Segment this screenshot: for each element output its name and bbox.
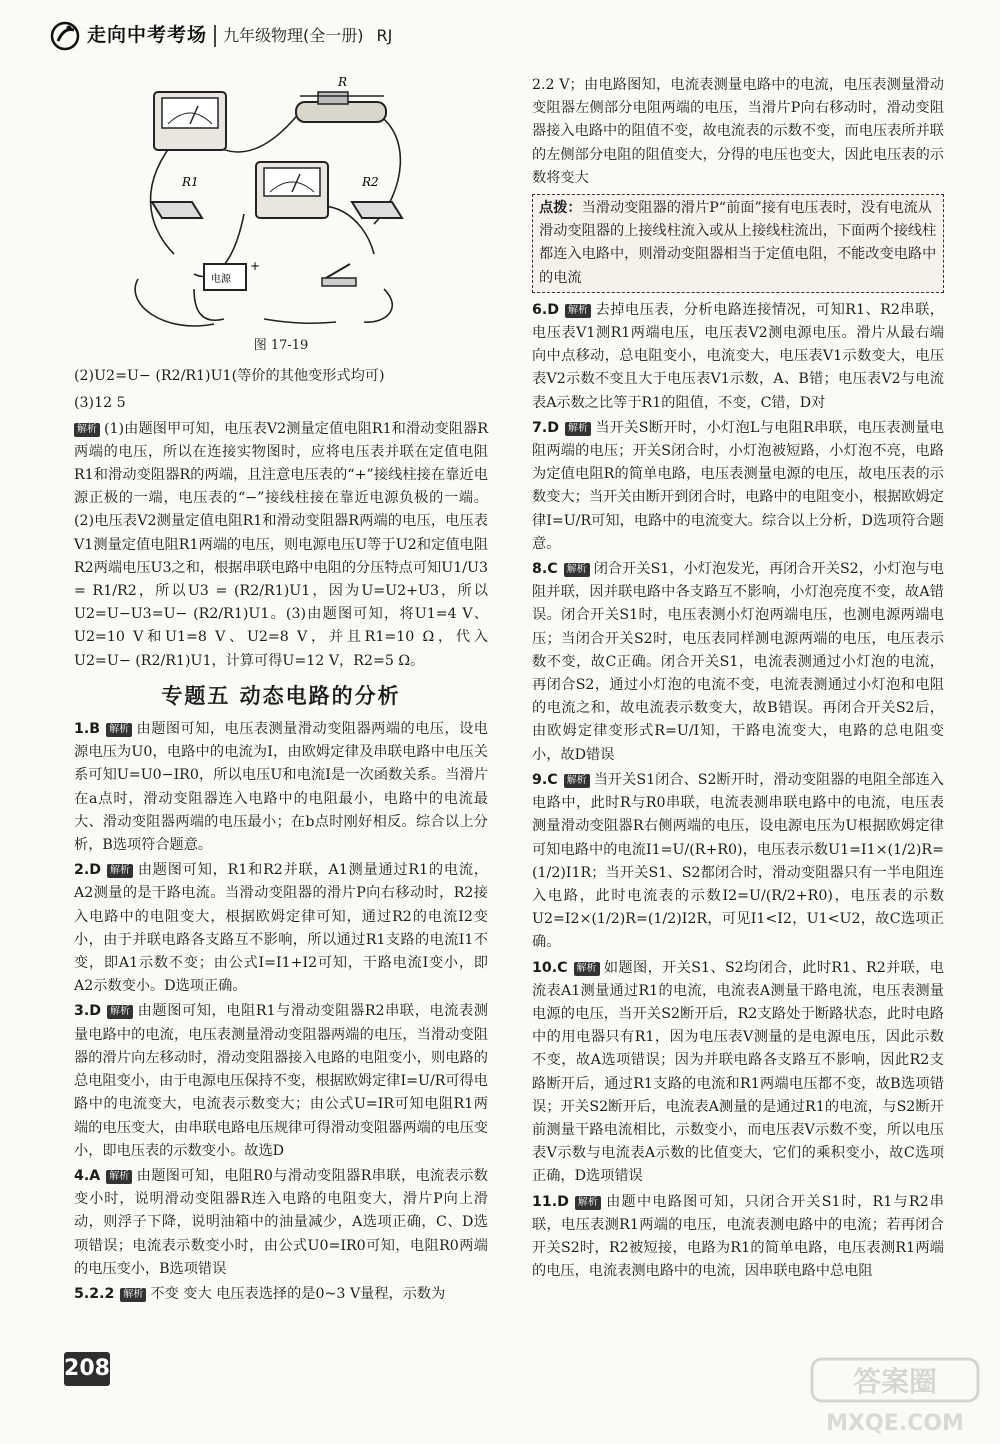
analysis-tag: 解析 (106, 723, 132, 737)
analysis-tag: 解析 (565, 304, 591, 318)
answer-item-11 (532, 1191, 944, 1284)
item-number: 2.D (74, 862, 102, 879)
item-text: 由题图可知，R1和R2并联，A1测量通过R1的电流，A2测量的是干路电流。当滑动变阻器的滑片P向右移动时，R2接入电路中的电阻变大，根据欧姆定律可知，通过R2的电流I2变小，由于并联电路各支路互不影响，所以通过R1支路的电流I1不变，即A1示数不变；由公式I=I1+I2可知，干路电流I变小，即A2示数变小。D选项正确。 (74, 862, 488, 995)
tip-text: 当滑动变阻器的滑片P“前面”接有电压表时，没有电流从滑动变阻器的上接线柱流入或从上接线柱流出，下面两个接线柱都连入电路中，则滑动变阻器相当于定值电阻，不能改变电路中的电流 (539, 200, 937, 286)
item-text: 当开关S断开时，小灯泡L与电阻R串联，电压表测量电阻两端的电压；开关S闭合时，小灯泡被短路，小灯泡不亮，电路为定值电阻R的简单电路，电压表测量电源的电压，故电压表的示数变大；当开关由断开到闭合时，电路中的电阻变小，根据欧姆定律I=U/R可知，电路中的电流变大。综合以上分析，D选项符合题意。 (532, 419, 944, 552)
item-number: 9.C (532, 771, 558, 788)
circuit-figure (74, 74, 488, 336)
item-number: 4.A (74, 1167, 101, 1184)
voltmeter-left-icon (154, 92, 226, 150)
analysis-tag: 解析 (107, 864, 133, 878)
item-number: 6.D (532, 301, 560, 318)
analysis-tag: 解析 (107, 1005, 133, 1019)
analysis-tag: 解析 (575, 1196, 601, 1210)
analysis-tag: 解析 (574, 962, 600, 976)
item-5-continued: 2.2 V；由电路图知，电流表测量电路中的电流，电压表测量滑动变阻器左侧部分电阻两端的电压，当滑片P向右移动时，滑动变阻器接入电路中的阻值不变，故电流表的示数不变，而电压表所并联的左侧部分电阻的阻值变大，分得的电压也变大，因此电压表的示数将变大 (532, 77, 944, 186)
analysis-tag: 解析 (565, 422, 591, 436)
section-title: 专题五 动态电路的分析 (161, 683, 401, 708)
item-number: 10.C (532, 959, 568, 976)
item-text: 由题中电路图可知，只闭合开关S1时，R1与R2串联，电压表测R1两端的电压，电流表测电路中的电流；若再闭合开关S2时，R2被短接，电路为R1的简单电路，电压表测R1两端的电压，电流表测电路中的电流，因串联电路中总电阻 (532, 1193, 944, 1280)
answer-item-2 (74, 859, 488, 998)
tip-box (532, 194, 944, 293)
answer-item-10 (532, 957, 944, 1189)
right-column (532, 74, 944, 1285)
answer-part-3: (3)12 5 (74, 395, 126, 412)
book-subtitle: 九年级物理(全一册) (223, 26, 364, 46)
answer-item-5 (74, 1283, 488, 1306)
answer-item-3 (74, 1000, 488, 1162)
item-text: 由题图可知，电阻R1与滑动变阻器R2串联，电流表测量电路中的电流，电压表测量滑动变阻器两端的电压，当滑动变阻器的滑片向左移动时，滑动变阻器接入电路的电阻变小，则电路的总电阻变小，由于电源电压保持不变，根据欧姆定律I=U/R可得电路中的电流变大，电流表示数变大；由公式U=IR可知电阻R1两端的电压变大，由串联电路电压规律可得滑动变阻器两端的电压变小，即电压表的示数变小。故选D (74, 1003, 488, 1159)
item-text: 不变 变大 电压表选择的是0~3 V量程，示数为 (150, 1285, 446, 1302)
analysis-tag: 解析 (564, 563, 590, 577)
rheostat-label: R (338, 75, 348, 89)
item-text: 由题图可知，电压表测量滑动变阻器两端的电压，设电源电压为U0，电路中的电流为I，由欧姆定律及串联电路中电压关系可知U=U0−IR0，所以电压U和电流I是一次函数关系。当滑片在a点时，滑动变阻器连入电路中的电阻最小，电路中的电流最大、滑动变阻器两端的电压最小；在b点时刚好相反。综合以上分析，B选项符合题意。 (74, 721, 488, 854)
left-column (74, 74, 488, 1308)
runner-logo-icon (50, 21, 80, 51)
item-number: 1.B (74, 721, 101, 738)
watermark-url: MXQE.COM (826, 1410, 964, 1436)
answer-item-8 (532, 558, 944, 767)
figure-caption: 图 17-19 (253, 338, 309, 353)
analysis-tag: 解析 (106, 1170, 132, 1184)
voltmeter-middle-icon (256, 162, 328, 218)
item-text: 如题图，开关S1、S2均闭合，此时R1、R2并联，电流表A1测量通过R1的电流，电流表A测量干路电流，电压表测量电源的电压，当开关S2断开后，R2支路处于断路状态，此时电路中的用电器只有R1，因为电压表V测量的是电源电压，因此示数不变，故A选项错误；因为并联电路各支路互不影响，因此R2支路断开后，通过R1支路的电流和R1两端电压都不变，故B选项错误；开关S2断开后，电流表A测量的是通过R1的电流，与S2断开前测量干路电流相比，示数变小，而电压表V示数不变，所以电压表V示数与电流表A示数的比值变大，它们的乘积变小，故C选项正确，D选项错误 (532, 959, 944, 1185)
item-text: 去掉电压表，分析电路连接情况，可知R1、R2串联，电压表V1测R1两端电压，电压表V2测电源电压。滑片从最右端向中点移动，总电阻变小，电流变大，电压表V1示数变大，电压表V2示数不变且大于电压表V1示数，A、B错；电压表V2与电流表A示数之比等于R1的阻值，不变，C错，D对 (532, 301, 944, 411)
circuit-diagram (74, 74, 488, 336)
item-number: 8.C (532, 561, 558, 578)
item-number: 3.D (74, 1003, 102, 1020)
watermark-logo-icon (810, 1355, 980, 1405)
r2-label: R2 (362, 175, 379, 189)
item-text: 闭合开关S1，小灯泡发光，再闭合开关S2，小灯泡与电阻并联，因并联电路中各支路互不影响，小灯泡亮度不变，故A错误。闭合开关S1时，电压表测小灯泡两端电压，也测电源两端电压；当闭合开关S2时，电压表同样测电源两端的电压，电压表示数不变，故C正确。闭合开关S1，电流表测通过小灯泡的电流，再闭合S2，通过小灯泡的电流不变，电流表测通过小灯泡和电阻的电流之和，故电流表示数变大，故B错误。再闭合开关S2后，由欧姆定律变形式R=U/I知，干路电流变大，电路的总电阻变小，故D错误 (532, 561, 944, 763)
header-divider (214, 25, 216, 47)
watermark-logo-text: 答案圈 (852, 1365, 938, 1398)
analysis-text: (1)由题图甲可知，电压表V2测量定值电阻R1和滑动变阻器R两端的电压，所以在连接实物图时，应将电压表并联在定值电阻R1和滑动变阻器R的两端，且注意电压表的“+”接线柱接在靠近电源正极的一端，电压表的“−”接线柱接在靠近电源负极的一端。(2)电压表V2测量定值电阻R1和滑动变阻器R两端的电压，电压表V1测量定值电阻R1两端的电压，则电源电压U等于U2和定值电阻R2两端电压U3之和，根据串联电路中电阻的分压特点可知U1/U3 = R1/R2，所以U3 = (R2/R1)U1，因为U=U2+U3，所以U2=U−U3=U− (R2/R1)U1。(3)由题图可知，将U1=4 V、U2=10 V和U1=8 V、U2=8 V，并且R1=10 Ω，代入U2=U− (R2/R1)U1，计算可得U=12 V，R2=5 Ω。 (74, 420, 488, 669)
answer-item-9 (532, 769, 944, 955)
brand-title: 走向中考考场 (87, 24, 208, 47)
edition-label: RJ (376, 26, 393, 46)
tip-label: 点拨： (539, 200, 582, 217)
analysis-tag: 解析 (120, 1288, 146, 1302)
answer-item-7 (532, 417, 944, 556)
analysis-paragraph (74, 418, 488, 673)
analysis-tag: 解析 (74, 423, 100, 437)
answer-item-6 (532, 299, 944, 415)
rheostat-icon (296, 75, 386, 122)
watermark (800, 1355, 990, 1439)
source-label: 电源 (211, 274, 231, 285)
item-text: 当开关S1闭合、S2断开时，滑动变阻器的电阻全部连入电路中，此时R与R0串联，电流表测串联电路中的电流，电压表测量滑动变阻器R右侧两端的电压，设电源电压为U根据欧姆定律可知电路中的电流I1=U/(R+R0)，电压表示数U1=I1×(1/2)R=(1/2)I1R；当开关S1、S2都闭合时，滑动变阻器只有一半电阻连入电路，此时电流表的示数I2=U/(R/2+R0)，电压表的示数U2=I2×(1/2)R=(1/2)I2R，可见I1<I2，U1<U2，故C选项正确。 (532, 771, 944, 951)
resistor-r1-icon (152, 175, 202, 218)
resistor-r2-icon (352, 175, 402, 218)
analysis-tag: 解析 (564, 774, 590, 788)
switch-icon (322, 264, 356, 286)
r1-label: R1 (182, 175, 199, 189)
item-number: 5.2.2 (74, 1285, 115, 1302)
page-header (50, 20, 392, 52)
item-number: 7.D (532, 419, 560, 436)
page-number: 208 (64, 1352, 110, 1386)
answer-item-1 (74, 718, 488, 857)
power-source-icon (204, 259, 260, 290)
item-number: 11.D (532, 1193, 569, 1210)
answer-part-2: (2)U2=U− (R2/R1)U1(等价的其他变形式均可) (74, 368, 385, 385)
svg-text:+: + (250, 259, 261, 273)
item-text: 由题图可知，电阻R0与滑动变阻器R串联，电流表示数变小时，说明滑动变阻器R连入电路的电阻变大，滑片P向上滑动，则浮子下降，说明油箱中的油量减少，A选项正确，C、D选项错误；电流表示数变小时，由公式U0=IR0可知，电阻R0两端的电压变小，B选项错误 (74, 1167, 488, 1277)
answer-item-4 (74, 1165, 488, 1281)
